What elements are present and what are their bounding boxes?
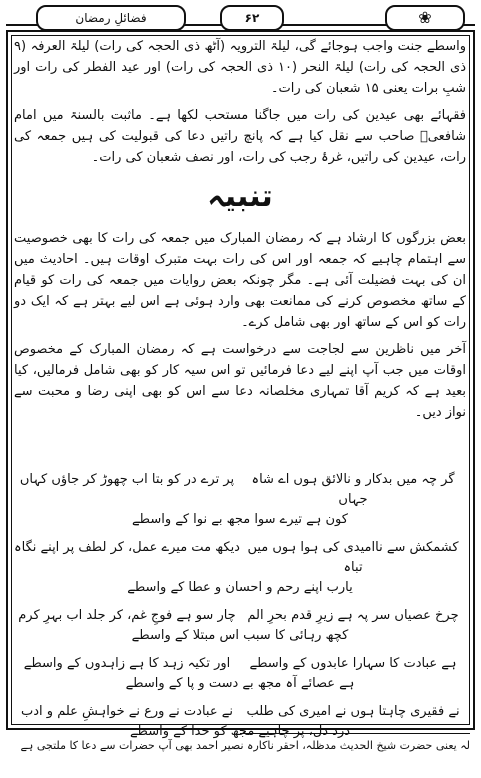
verse-line: گر چہ میں بدکار و نالائق ہوں اے شاہ جہاں: [251, 472, 455, 507]
footnote: لہ یعنی حضرت شیخ الحدیث مدظلہ، احقر ناکارہ نصیر احمد بھی آپ حضرات سے دعا کا ملتجی ہے: [20, 739, 470, 752]
page-header: [6, 2, 475, 28]
paragraph-4: آخر میں ناظرین سے لجاجت سے درخواست ہے کہ رمضان المبارک کے مخصوص اوقات میں جب آپ اپنے لیے دعا فرمائیں تو اس سیہ کار کو بھی شامل فرمالیں، کیا بعید ہے کہ کریم آقا تمہاری مخلصانہ دعا سے اس کو بھی اپنی رضا و محبت سے نواز دیں۔: [14, 342, 466, 420]
verse-line: اور تکیہ زہد کا ہے زاہدوں کے واسطے: [23, 656, 231, 671]
poem: [14, 470, 466, 750]
verse-line: چرخ عصیاں سر پہ ہے زیرِ قدم بحرِ الم: [247, 608, 459, 623]
book-title: فضائلِ رمضان: [36, 5, 186, 31]
verse-line: کشمکش سے ناامیدی کی ہوا ہوں میں تباہ: [247, 540, 459, 575]
main-text: [14, 36, 466, 429]
footnote-rule: [240, 733, 470, 734]
page-number: ۶۲: [220, 5, 284, 31]
verse: [14, 654, 466, 694]
verse-refrain: یارب اپنے رحم و احسان و عطا کے واسطے: [127, 580, 353, 595]
verse: [14, 606, 466, 646]
verse-refrain: کچھ رہائی کا سبب اس مبتلا کے واسطے: [131, 628, 349, 643]
paragraph-1: واسطے جنت واجب ہوجائے گی، لیلۃ الترویہ (آٹھ ذی الحجہ کی رات) لیلۃ العرفہ (۹ ذی الحجہ کی رات) لیلۃ النحر (۱۰ ذی الحجہ کی رات) اور عید الفطر کی رات اور شبِ برات یعنی ۱۵ شعبان کی رات۔: [14, 39, 466, 96]
verse-line: ہے عبادت کا سہارا عابدوں کے واسطے: [249, 656, 457, 671]
verse: [14, 702, 466, 742]
ornament-icon: ❀: [385, 5, 465, 31]
section-heading: تنبیہ: [207, 179, 273, 214]
paragraph-3: بعض بزرگوں کا ارشاد ہے کہ رمضان المبارک میں جمعہ کی رات کا بھی خصوصیت سے اہتمام چاہیے کہ جمعہ اور اس کی رات بہت متبرک اوقات ہیں۔ احادیث میں ان کی بہت فضیلت آئی ہے۔ مگر چونکہ بعض روایات میں جمعہ کی رات کو قیام کے ساتھ مخصوص کرنے کی ممانعت بھی وارد ہوئی ہے اس لیے بہتر ہے کہ ایک دو رات کو اس کے ساتھ اور بھی شامل کرے۔: [14, 231, 466, 330]
verse-refrain: کون ہے تیرے سوا مجھ بے نوا کے واسطے: [132, 512, 348, 527]
verse-line: نے عبادت نے ورع نے خواہشِ علم و ادب: [21, 704, 233, 719]
paragraph-2: فقہائے بھی عیدین کی رات میں جاگنا مستحب لکھا ہے۔ ماثبت بالسنۃ میں امام شافعیؒ صاحب سے نقل کیا ہے کہ پانچ راتیں دعا کی قبولیت کی ہیں جمعہ کی رات، عیدین کی راتیں، غرۂ رجب کی رات، اور نصف شعبان کی رات۔: [14, 108, 466, 165]
verse-refrain: درد دل، پر چاہیے مجھ کو خدا کے واسطے: [129, 724, 351, 739]
verse: [14, 470, 466, 530]
verse-line: چار سو ہے فوجِ غم، کر جلد اب بہرِ کرم: [18, 608, 236, 623]
verse: [14, 538, 466, 598]
verse-line: پر ترے در کو بتا اب چھوڑ کر جاؤں کہاں: [19, 472, 235, 487]
verse-refrain: ہے عصائے آہ مجھ بے دست و پا کے واسطے: [125, 676, 355, 691]
verse-line: نے فقیری چاہتا ہوں نے امیری کی طلب: [246, 704, 460, 719]
verse-line: دیکھ مت میرے عمل، کر لطف پر اپنے نگاہ: [14, 540, 240, 555]
